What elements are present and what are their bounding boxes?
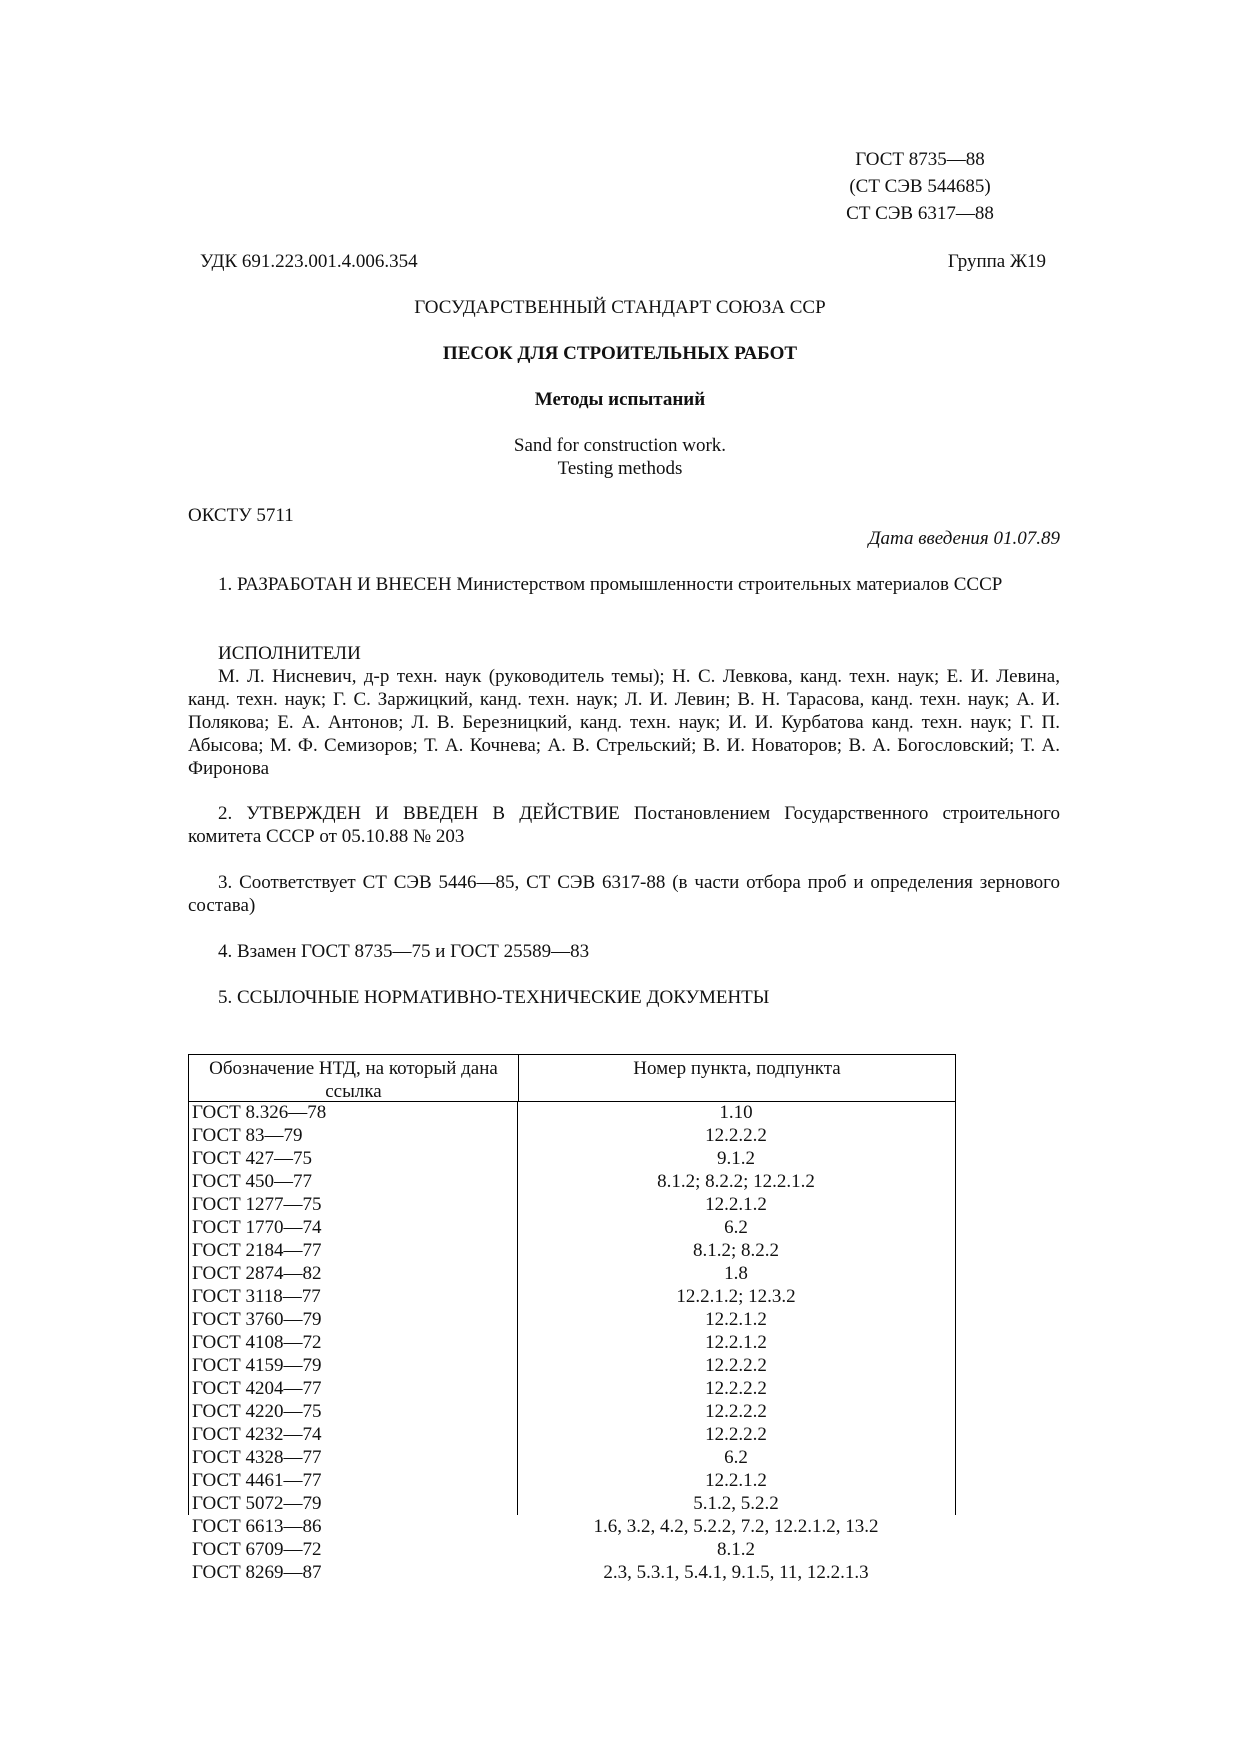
- table-row: [188, 1423, 958, 1446]
- table-cell-items: 12.2.2.2: [705, 1378, 767, 1399]
- table-cell-document: ГОСТ 427—75: [192, 1148, 312, 1169]
- table-row: [188, 1492, 958, 1515]
- table-cell-document: ГОСТ 6709—72: [192, 1539, 322, 1560]
- table-cell-document: ГОСТ 4108—72: [192, 1332, 322, 1353]
- standard-code-line: СТ СЭВ 6317—88: [846, 203, 994, 224]
- table-cell-items: 12.2.2.2: [705, 1424, 767, 1445]
- table-body: [188, 1101, 958, 1584]
- table-cell-items: 2.3, 5.3.1, 5.4.1, 9.1.5, 11, 12.2.1.3: [603, 1562, 869, 1583]
- table-row: [188, 1538, 958, 1561]
- table-cell-document: ГОСТ 1770—74: [192, 1217, 322, 1238]
- table-cell-items: 9.1.2: [717, 1148, 755, 1169]
- table-row: [188, 1308, 958, 1331]
- section-reference-docs: 5. ССЫЛОЧНЫЕ НОРМАТИВНО-ТЕХНИЧЕСКИЕ ДОКУМЕНТЫ: [218, 987, 770, 1008]
- table-row: [188, 1193, 958, 1216]
- table-cell-document: ГОСТ 4328—77: [192, 1447, 322, 1468]
- english-title-line: Testing methods: [557, 458, 683, 479]
- table-cell-items: 12.2.2.2: [705, 1355, 767, 1376]
- table-row: [188, 1446, 958, 1469]
- table-cell-items: 8.1.2: [717, 1539, 755, 1560]
- table-row: [188, 1170, 958, 1193]
- intro-date: Дата введения 01.07.89: [868, 528, 1060, 549]
- table-header: [188, 1054, 956, 1102]
- document-subtitle: Методы испытаний: [534, 389, 706, 410]
- executors-heading: ИСПОЛНИТЕЛИ: [218, 643, 361, 664]
- standard-codes: [780, 146, 1060, 227]
- table-row: [188, 1101, 958, 1124]
- table-cell-document: ГОСТ 4159—79: [192, 1355, 322, 1376]
- table-row: [188, 1331, 958, 1354]
- table-cell-items: 6.2: [724, 1447, 748, 1468]
- table-cell-document: ГОСТ 2184—77: [192, 1240, 322, 1261]
- table-cell-document: ГОСТ 4220—75: [192, 1401, 322, 1422]
- english-title-line: Sand for construction work.: [513, 435, 727, 456]
- table-cell-items: 5.1.2, 5.2.2: [693, 1493, 779, 1514]
- okstu-code: ОКСТУ 5711: [188, 505, 294, 526]
- english-title: [0, 434, 1240, 480]
- table-header-items: Номер пункта, подпункта: [633, 1058, 841, 1079]
- table-cell-items: 12.2.2.2: [705, 1401, 767, 1422]
- table-row: [188, 1147, 958, 1170]
- table-cell-items: 12.2.1.2: [705, 1470, 767, 1491]
- section-developed: 1. РАЗРАБОТАН И ВНЕСЕН Министерством промышленности строительных материалов СССР: [218, 574, 1003, 595]
- executors-list: М. Л. Нисневич, д-р техн. наук (руководитель темы); Н. С. Левкова, канд. техн. наук; Е. И. Левина, канд. техн. наук; Г. С. Заржицкий, канд. техн. наук; Л. И. Левин; В. Н. Тарасова, канд. техн. наук; А. И. Полякова; Е. А. Антонов; Л. В. Березницкий, канд. техн. наук; И. И. Курбатова канд. техн. наук; Г. П. Абысова; М. Ф. Семизоров; Т. А. Кочнева; А. В. Стрельский; В. И. Новаторов; В. А. Богословский; Т. А. Фиронова: [188, 666, 1060, 779]
- table-cell-items: 6.2: [724, 1217, 748, 1238]
- table-row: [188, 1515, 958, 1538]
- table-cell-items: 12.2.1.2: [705, 1332, 767, 1353]
- table-cell-document: ГОСТ 83—79: [192, 1125, 303, 1146]
- table-cell-document: ГОСТ 6613—86: [192, 1516, 322, 1537]
- table-cell-document: ГОСТ 5072—79: [192, 1493, 322, 1514]
- document-title: ПЕСОК ДЛЯ СТРОИТЕЛЬНЫХ РАБОТ: [442, 343, 798, 364]
- section-conformity: 3. Соответствует СТ СЭВ 5446—85, СТ СЭВ 6317-88 (в части отбора проб и определения зернового состава): [188, 872, 1060, 916]
- table-cell-items: 8.1.2; 8.2.2; 12.2.1.2: [657, 1171, 815, 1192]
- table-row: [188, 1354, 958, 1377]
- standard-code-line: ГОСТ 8735—88: [855, 149, 985, 170]
- table-row: [188, 1239, 958, 1262]
- table-cell-items: 1.8: [724, 1263, 748, 1284]
- table-cell-document: ГОСТ 4461—77: [192, 1470, 322, 1491]
- section-approved: 2. УТВЕРЖДЕН И ВВЕДЕН В ДЕЙСТВИЕ Постановлением Государственного строительного комитета СССР от 05.10.88 № 203: [188, 803, 1060, 847]
- table-cell-items: 12.2.1.2; 12.3.2: [676, 1286, 796, 1307]
- table-cell-items: 1.10: [719, 1102, 753, 1123]
- table-row: [188, 1216, 958, 1239]
- table-cell-document: ГОСТ 4204—77: [192, 1378, 322, 1399]
- table-row: [188, 1285, 958, 1308]
- standard-code-line: (СТ СЭВ 544685): [849, 176, 991, 197]
- table-cell-items: 12.2.1.2: [705, 1309, 767, 1330]
- table-row: [188, 1124, 958, 1147]
- table-cell-document: ГОСТ 4232—74: [192, 1424, 322, 1445]
- table-cell-document: ГОСТ 3760—79: [192, 1309, 322, 1330]
- table-cell-document: ГОСТ 3118—77: [192, 1286, 321, 1307]
- state-standard-heading: ГОСУДАРСТВЕННЫЙ СТАНДАРТ СОЮЗА ССР: [414, 297, 826, 318]
- table-cell-document: ГОСТ 450—77: [192, 1171, 312, 1192]
- section-replaces: 4. Взамен ГОСТ 8735—75 и ГОСТ 25589—83: [218, 941, 590, 962]
- group-code: Группа Ж19: [947, 251, 1046, 272]
- table-header-document: Обозначение НТД, на который дана ссылка: [189, 1055, 519, 1101]
- table-cell-items: 1.6, 3.2, 4.2, 5.2.2, 7.2, 12.2.1.2, 13.2: [593, 1516, 879, 1537]
- table-cell-document: ГОСТ 8.326—78: [192, 1102, 327, 1123]
- table-cell-items: 8.1.2; 8.2.2: [692, 1240, 780, 1261]
- table-cell-document: ГОСТ 8269—87: [192, 1562, 322, 1583]
- table-row: [188, 1377, 958, 1400]
- table-cell-items: 12.2.2.2: [705, 1125, 767, 1146]
- table-cell-document: ГОСТ 2874—82: [192, 1263, 322, 1284]
- udk-code: УДК 691.223.001.4.006.354: [200, 251, 418, 272]
- table-cell-document: ГОСТ 1277—75: [192, 1194, 322, 1215]
- table-row: [188, 1469, 958, 1492]
- table-row: [188, 1262, 958, 1285]
- table-row: [188, 1561, 958, 1584]
- table-cell-items: 12.2.1.2: [705, 1194, 767, 1215]
- table-row: [188, 1400, 958, 1423]
